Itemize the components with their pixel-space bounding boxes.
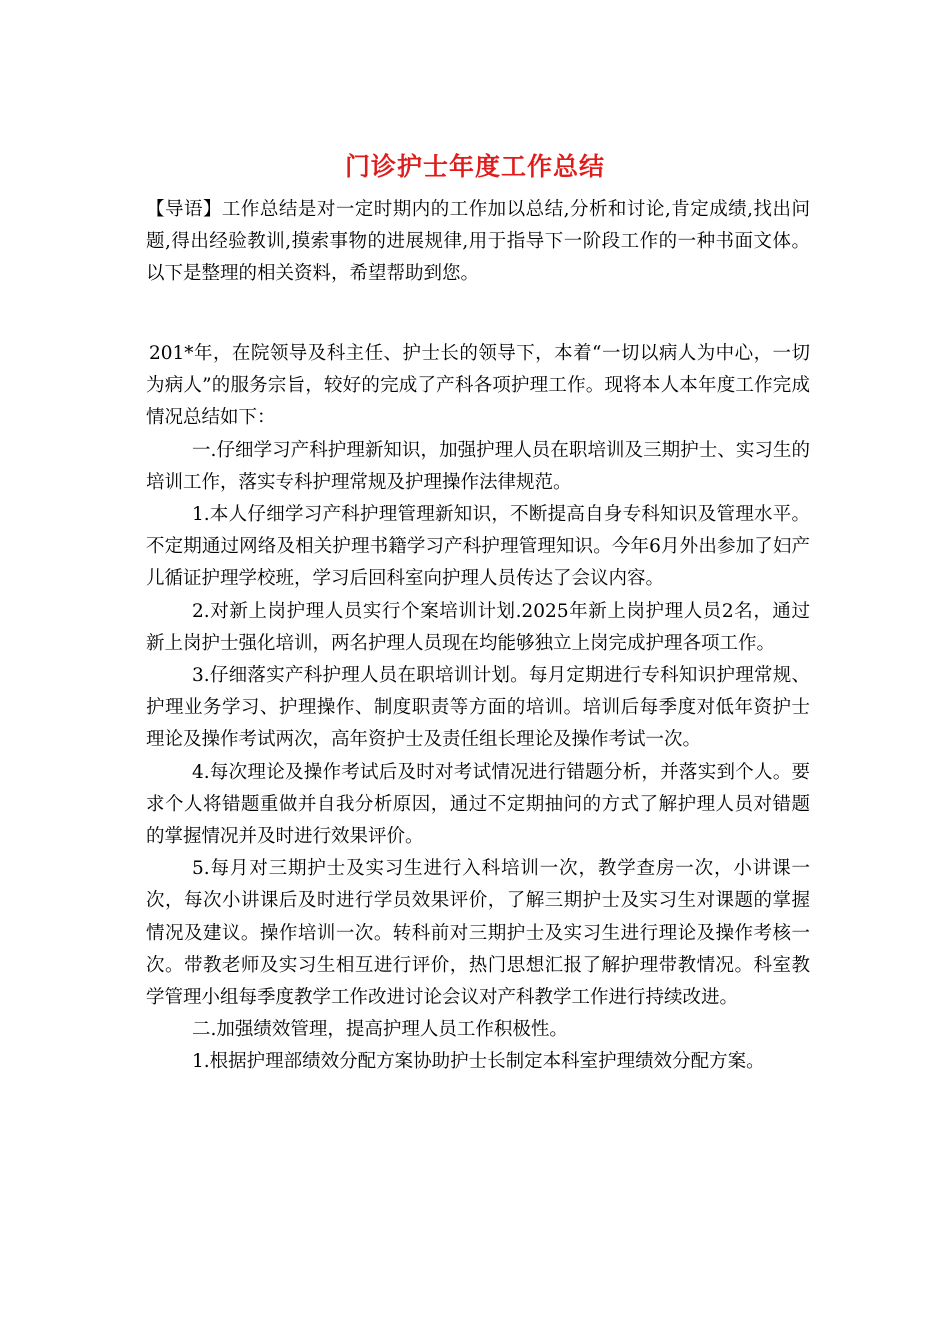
list-item: 1.本人仔细学习产科护理管理新知识，不断提高自身专科知识及管理水平。不定期通过网络及相关护理书籍学习产科护理管理知识。今年6月外出参加了妇产儿循证护理学校班，学习后回科室向护理人员传达了会议内容。	[146, 504, 810, 590]
list-item: 5.每月对三期护士及实习生进行入科培训一次，教学查房一次，小讲课一次，每次小讲课后及时进行学员效果评价，了解三期护士及实习生对课题的掌握情况及建议。操作培训一次。转科前对三期护士及实习生进行理论及操作考核一次。带教老师及实习生相互进行评价，热门思想汇报了解护理带教情况。科室教学管理小组每季度教学工作改进讨论会议对产科教学工作进行持续改进。	[146, 858, 810, 1009]
section-heading-1: 一.仔细学习产科护理新知识，加强护理人员在职培训及三期护士、实习生的培训工作，落实专科护理常规及护理操作法律规范。	[146, 439, 810, 493]
lead-paragraph: 201*年，在院领导及科主任、护士长的领导下，本着“一切以病人为中心，一切为病人”的服务宗旨，较好的完成了产科各项护理工作。现将本人本年度工作完成情况总结如下：	[146, 343, 810, 429]
list-item: 3.仔细落实产科护理人员在职培训计划。每月定期进行专科知识护理常规、护理业务学习、护理操作、制度职责等方面的培训。培训后每季度对低年资护士理论及操作考试两次，高年资护士及责任组长理论及操作考试一次。	[146, 665, 810, 751]
list-item: 4.每次理论及操作考试后及时对考试情况进行错题分析，并落实到个人。要求个人将错题重做并自我分析原因，通过不定期抽问的方式了解护理人员对错题的掌握情况并及时进行效果评价。	[146, 761, 810, 848]
list-item: 2.对新上岗护理人员实行个案培训计划.2025年新上岗护理人员2名，通过新上岗护士强化培训，两名护理人员现在均能够独立上岗完成护理各项工作。	[146, 600, 810, 654]
document-title: 门诊护士年度工作总结	[344, 152, 605, 181]
intro-section	[146, 194, 810, 291]
list-item: 1.根据护理部绩效分配方案协助护士长制定本科室护理绩效分配方案。	[192, 1051, 765, 1073]
section-heading-2: 二.加强绩效管理，提高护理人员工作积极性。	[192, 1019, 568, 1041]
body-section	[146, 338, 810, 1079]
intro-paragraph: 【导语】工作总结是对一定时期内的工作加以总结,分析和讨论,肯定成绩,找出问题,得出经验教训,摸索事物的进展规律,用于指导下一阶段工作的一种书面文体。以下是整理的相关资料，希望帮助到您。	[146, 199, 810, 285]
